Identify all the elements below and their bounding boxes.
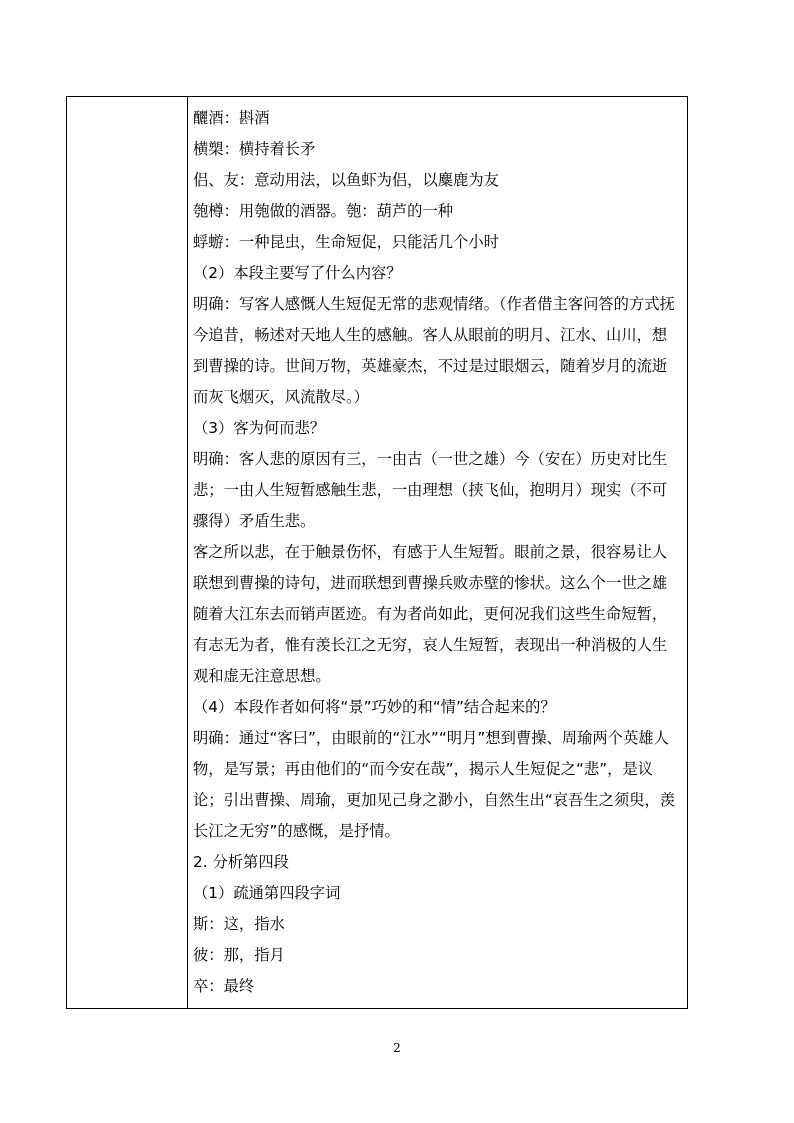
line-bi: 彼：那，指月: [193, 946, 285, 964]
subsection-heading: （1）疏通第四段字词: [193, 884, 341, 902]
section-heading: 2. 分析第四段: [193, 853, 289, 871]
question-3: （3）客为何而悲？: [193, 419, 326, 437]
analysis-paragraph: 客之所以悲，在于触景伤怀，有感于人生短暂。眼前之景，很容易让人联想到曹操的诗句，进而联想到曹操兵败赤壁的惨状。这么个一世之雄随着大江东去而销声匿迹。有为者尚如此，更何况我们这些生命短暂，有志无为者，惟有羡长江之无穷，哀人生短暂，表现出一种消极的人生观和虚无注意思想。: [193, 543, 668, 685]
answer-2: 明确：写客人感慨人生短促无常的悲观情绪。（作者借主客问答的方式抚今追昔，畅述对天地人生的感触。客人从眼前的明月、江水、山川，想到曹操的诗。世间万物，英雄豪杰，不过是过眼烟云，随着岁月的流逝而灰飞烟灭，风流散尽。）: [193, 295, 675, 406]
line-zu: 卒：最终: [193, 977, 255, 995]
line-paozun: 匏樽：用匏做的酒器。匏：葫芦的一种: [193, 202, 454, 220]
answer-3: 明确：客人悲的原因有三，一由古（一世之雄）今（安在）历史对比生悲；一由人生短暂感触生悲，一由理想（挟飞仙，抱明月）现实（不可骤得）矛盾生悲。: [193, 450, 668, 530]
line-lv-you: 侣、友：意动用法，以鱼虾为侣，以麋鹿为友: [193, 171, 499, 189]
line-fuyou: 蜉蝣：一种昆虫，生命短促，只能活几个小时: [193, 233, 499, 251]
line-hengshuo: 横槊：横持着长矛: [193, 140, 316, 158]
left-column-cell: [67, 97, 188, 1008]
content-cell: [193, 103, 681, 1002]
answer-4: 明确：通过“客曰”，由眼前的“江水”“明月”想到曹操、周瑜两个英雄人物，是写景；再由他们的“而今安在哉”，揭示人生短促之“悲”，是议论；引出曹操、周瑜，更加见己身之渺小，自然生出“哀吾生之须臾，羡长江之无穷”的感慨，是抒情。: [193, 729, 676, 840]
table-frame: [66, 96, 688, 1009]
question-4: （4）本段作者如何将“景”巧妙的和“情”结合起来的？: [193, 698, 556, 716]
line-liujiu: 釃酒：斟酒: [193, 109, 270, 127]
line-si: 斯：这，指水: [193, 915, 285, 933]
page-number: 2: [393, 1041, 401, 1055]
question-2: （2）本段主要写了什么内容？: [193, 264, 402, 282]
